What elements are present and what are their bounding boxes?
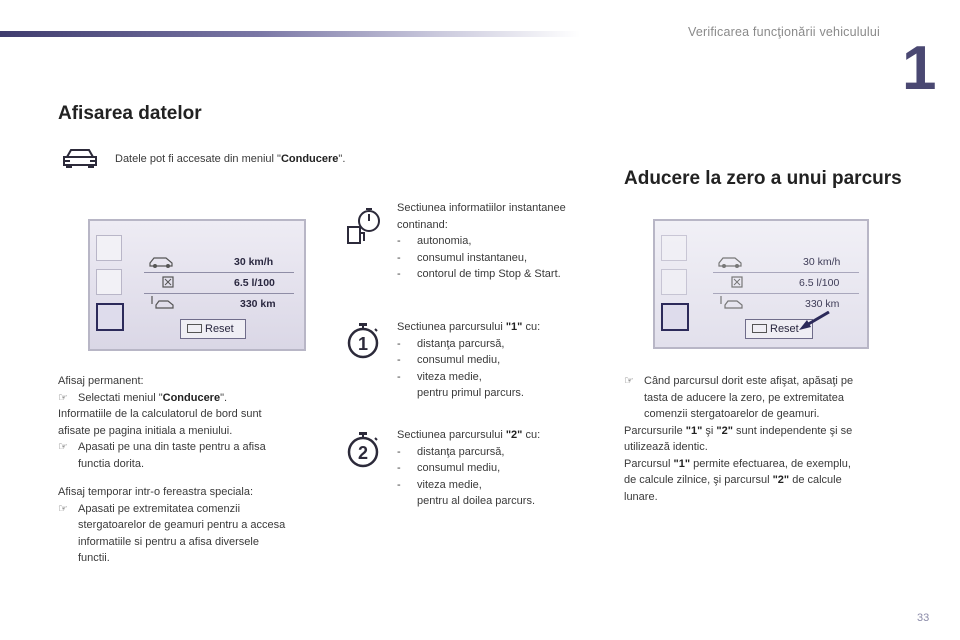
car-distance-icon-right: [717, 296, 745, 310]
header-bar: [0, 31, 580, 37]
trip1-section-text: Sectiunea parcursului "1" cu: - distanţa parcursă, - consumul mediu, - viteza medie, pentru primul parcurs.: [397, 321, 541, 399]
speed-value-right: 30 km/h: [803, 256, 841, 268]
instant-timer-icon: [344, 207, 384, 245]
section-title-display: Afisarea datelor: [58, 103, 202, 124]
instant-section-text: Sectiunea informatiilor instantanee continand: - autonomia, - consumul instantaneu, - contorul de timp Stop & Start.: [397, 202, 566, 280]
speed-value: 30 km/h: [234, 256, 274, 268]
menu-key-fuel-right[interactable]: [661, 235, 687, 261]
range-value-right: 330 km: [805, 298, 840, 310]
section-title-reset: Aducere la zero a unui parcurs: [624, 168, 902, 189]
consumption-value: 6.5 l/100: [234, 277, 275, 289]
svg-text:2: 2: [357, 443, 369, 463]
permanent-display-text: Afisaj permanent: ☞ Selectati meniul "Conducere". Informatiile de la calculatorul de bord sunt afisate pe pagina initiala a meniului. ☞ Apasati pe una din taste pentru a afisa functia dorita.: [58, 375, 266, 470]
car-distance-icon: [148, 296, 176, 310]
trip2-section-text: Sectiunea parcursului "2" cu: - distanţa parcursă, - consumul mediu, - viteza medie, pentru al doilea parcurs.: [397, 429, 541, 507]
page-number: 33: [917, 612, 930, 624]
range-value: 330 km: [240, 298, 276, 310]
trip2-timer-icon: [346, 431, 380, 469]
car-range-icon: [148, 254, 176, 268]
car-icon: [62, 145, 98, 169]
chapter-title: Verificarea funcţionării vehiculului: [688, 25, 881, 39]
consumption-value-right: 6.5 l/100: [799, 277, 840, 289]
car-range-icon-right: [717, 254, 745, 268]
pointer-arrow-icon: [797, 311, 831, 331]
fuel-icon-right: [731, 276, 743, 288]
menu-key-trip-right[interactable]: [661, 303, 689, 331]
reset-button[interactable]: Reset: [180, 319, 246, 339]
display-screen-right: [653, 219, 869, 349]
menu-key-fuel[interactable]: [96, 235, 122, 261]
menu-key-info[interactable]: [96, 269, 122, 295]
temporary-display-text: Afisaj temporar intr-o fereastra speciala: ☞ Apasati pe extremitatea comenzii stergatoarelor de geamuri pentru a accesa informatiile si pentru a afisa diversele functii.: [58, 486, 286, 564]
menu-key-info-right[interactable]: [661, 269, 687, 295]
menu-key-trip[interactable]: [96, 303, 124, 331]
reset-button-right[interactable]: Reset: [745, 319, 813, 339]
chapter-number: 1: [902, 34, 937, 103]
display-screen-left: [88, 219, 306, 351]
reset-instructions-text: ☞ Când parcursul dorit este afişat, apăsaţi pe tasta de aducere la zero, pe extremitatea comenzii stergatoarelor de geamuri. Parcursurile "1" şi "2" sunt independente şi se utilizează identic. Parcursul "1" permite efectuarea, de exemplu, de calcule zilnice, şi parcursul "2" de calcule lunare.: [624, 375, 854, 503]
svg-text:1: 1: [357, 334, 369, 354]
trip1-timer-icon: [346, 322, 380, 360]
fuel-icon: [162, 276, 174, 288]
intro-text: Datele pot fi accesate din meniul "Conducere".: [115, 153, 346, 165]
